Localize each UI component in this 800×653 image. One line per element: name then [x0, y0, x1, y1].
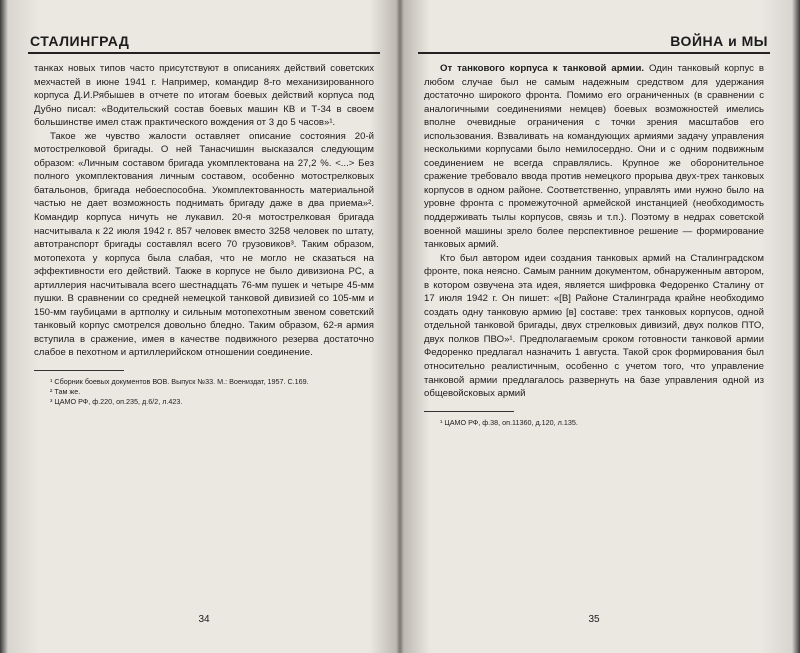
running-header-right [418, 30, 770, 54]
footnote: ³ ЦАМО РФ, ф.220, оп.235, д.6/2, л.423. [50, 397, 183, 407]
paragraph: Кто был автором идеи создания танковых армий на Сталинградском фронте, пока неясно. Самым ранним документом, обнаруженным автором, в котором озвучена эта идея, является шифровка Федоренко Сталину от 17 июля 1942 г. Он пишет: «[В] Районе Сталинграда крайне необходимо создать одну танковую армию [в] составе: трех танковых корпусов, одной отдельной танковой бригады, двух стрелковых дивизий, двух полков ПТО, двух полков ПВО»¹. Предполагаемым сроком готовности танковой армии Федоренко предлагал назначить 1 августа. Такой срок формирования был относительно реалистичным, особенно с учетом того, что управление танковой армии предлагалось развернуть на базе управления одной из общевойсковых армий [424, 252, 764, 400]
running-header-left [28, 30, 380, 54]
running-header-title: СТАЛИНГРАД [30, 33, 130, 49]
paragraph [424, 62, 764, 252]
footnote: ¹ Сборник боевых документов ВОВ. Выпуск №33. М.: Воениздат, 1957. С.169. [50, 377, 309, 387]
left-page-body [34, 62, 374, 407]
running-header-title: ВОЙНА и МЫ [670, 33, 768, 49]
footnote: ¹ ЦАМО РФ, ф.38, оп.11360, д.120, л.135. [440, 417, 578, 427]
left-page [28, 0, 380, 653]
footnote-rule [34, 370, 124, 371]
right-page [418, 0, 770, 653]
paragraph: танках новых типов часто присутствуют в описаниях действий советских мехчастей в июне 1941 г. Например, командир 8-го механизированного корпуса Д.И.Рябышев в отчете по итогам боевых действий корпуса под Дубно писал: «Водительский состав боевых машин КВ и Т-34 в своем большинстве имел стаж практического вождения от 3 до 5 часов»¹. [34, 63, 374, 129]
section-lead: От танкового корпуса к танковой армии. [440, 63, 645, 74]
paragraph-text: Один танковый корпус в любом случае был не самым надежным средством для удержания достаточно широкого фронта. Помимо его ограниченных (в сравнении с аналогичными соединениями немцев) боевых возможностей имелись вполне очевидные ограничения с точки зрения масштабов его использования. Взваливать на командующих армиями задачу управления несколькими корпусами было немилосердно. Они и с одним подвижным соединением не всегда справлялись. Крупное же оборонительное сражение требовало ввода против немецкого прорыва двух-трех танковых корпусов в одном районе. Соответственно, управлять ими нужно было на уровне фронта с промежуточной армейской инстанцией (необходимость поддерживать тылы корпусов, связь и т.п.). Поэтому в недрах советской военной машины зрело более перспективное решение — формирование танковых армий. [424, 63, 764, 251]
footnote: ² Там же. [50, 387, 81, 397]
right-page-body [424, 62, 764, 428]
footnote-rule [424, 411, 514, 412]
page-number: 35 [588, 614, 600, 625]
page-number: 34 [198, 614, 210, 625]
paragraph: Такое же чувство жалости оставляет описание состояния 20-й мотострелковой бригады. О ней Танасчишин высказался следующим образом: «Личным составом бригада укомплектована на 27,2 %. <...> Без полного укомплектования личным составом, особенно мотострелковых батальонов, бригада небоеспособна. Укомплектованность материальной частью не дает возможность поднимать бригаду даже в два приема»². Командир корпуса ничуть не лукавил. 20-я мотострелковая бригада насчитывала к 22 июля 1942 г. 857 человек вместо 3258 человек по штату, автотранспорт бригады составлял всего 70 грузовиков³. Таким образом, мотопехота у корпуса была слабая, что не могло не сказаться на эффективности его действий. Также в корпусе не было дивизиона РС, а артиллерия насчитывала всего шестнадцать 76-мм пушек и четыре 45-мм пушки. В сравнении со средней немецкой танковой дивизией со 105-мм и 150-мм гаубицами в артполку и сильным мотопехотным звеном советский танковый корпус смотрелся довольно бледно. Таким образом, 62-я армия вступила в сражение, имея в качестве подвижного резерва достаточно слабое в пехотном и артиллерийском отношении соединение. [34, 130, 374, 359]
